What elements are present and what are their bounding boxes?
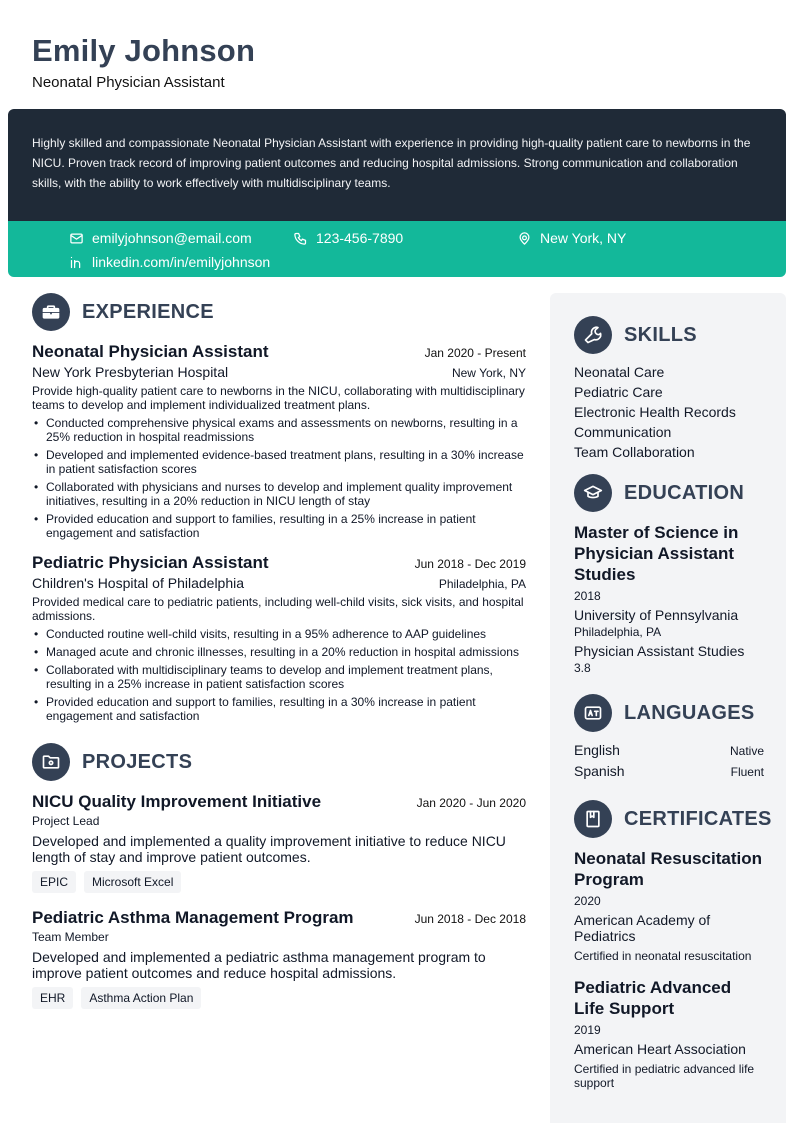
certificate-entry bbox=[574, 977, 764, 1090]
contact-location bbox=[517, 230, 626, 246]
certificate-name: Pediatric Advanced Life Support bbox=[574, 978, 732, 1018]
project-description: Developed and implemented a quality improvement initiative to reduce NICU length of stay and improve patient outcomes. bbox=[32, 833, 506, 865]
certificate-description: Certified in pediatric advanced life support bbox=[574, 1062, 755, 1090]
candidate-name: Emily Johnson bbox=[32, 33, 256, 68]
graduation-cap-icon bbox=[574, 474, 612, 512]
tag: Microsoft Excel bbox=[84, 871, 181, 893]
projects-heading bbox=[32, 743, 526, 781]
certificates-title: CERTIFICATES bbox=[624, 807, 772, 830]
job-company: Children's Hospital of Philadelphia bbox=[32, 575, 245, 591]
project-description: Developed and implemented a pediatric asthma management program to improve patient outcomes and reduce hospital admissions. bbox=[32, 949, 486, 981]
job-entry bbox=[32, 341, 526, 540]
project-entry bbox=[32, 791, 526, 893]
tag: Asthma Action Plan bbox=[81, 987, 201, 1009]
certificate-org: American Heart Association bbox=[574, 1041, 746, 1057]
job-dates: Jan 2020 - Present bbox=[424, 346, 526, 360]
experience-title: EXPERIENCE bbox=[82, 300, 214, 323]
certificate-name: Neonatal Resuscitation Program bbox=[574, 849, 762, 889]
project-tags bbox=[32, 871, 526, 893]
linkedin-icon bbox=[69, 255, 84, 270]
project-role: Project Lead bbox=[32, 814, 100, 828]
skills-title: SKILLS bbox=[624, 323, 697, 346]
location-text: New York, NY bbox=[540, 230, 627, 246]
contact-bar bbox=[8, 221, 786, 277]
candidate-title: Neonatal Physician Assistant bbox=[32, 74, 225, 91]
certificate-org: American Academy of Pediatrics bbox=[574, 912, 711, 944]
skill-item: Electronic Health Records bbox=[574, 404, 736, 420]
school: University of Pennsylvania bbox=[574, 607, 739, 623]
summary-section bbox=[8, 109, 786, 221]
job-bullet: • Collaborated with multidisciplinary teams to develop and implement treatment plans, resulting in a 25% increase in patient satisfaction scores bbox=[32, 663, 526, 691]
phone-icon bbox=[293, 231, 308, 246]
main-column bbox=[32, 293, 526, 1009]
language-name: Spanish bbox=[574, 763, 625, 779]
language-row bbox=[574, 740, 764, 761]
job-description: Provided medical care to pediatric patients, including well-child visits, sick visits, and hospital admissions. bbox=[32, 595, 524, 623]
certificate-year: 2020 bbox=[574, 894, 601, 908]
map-pin-icon bbox=[517, 231, 532, 246]
linkedin-text: linkedin.com/in/emilyjohnson bbox=[92, 254, 271, 270]
tag: EHR bbox=[32, 987, 73, 1009]
languages-heading bbox=[574, 694, 764, 732]
project-entry bbox=[32, 907, 526, 1009]
skill-item: Neonatal Care bbox=[574, 364, 665, 380]
degree: Master of Science in Physician Assistant Studies bbox=[574, 523, 739, 584]
education-entry bbox=[574, 522, 764, 676]
summary-text: Highly skilled and compassionate Neonatal Physician Assistant with experience in providing high-quality patient care to newborns in the NICU. Proven track record of improving patient outcomes and reducing hospital admissions. Strong communication and collaboration skills, with the ability to work effectively with multidisciplinary teams. bbox=[32, 136, 751, 190]
education-heading bbox=[574, 474, 764, 512]
job-bullet: • Provided education and support to families, resulting in a 30% increase in patient engagement and satisfaction bbox=[32, 695, 526, 723]
job-bullet: • Developed and implemented evidence-based treatment plans, resulting in a 30% increase in patient satisfaction scores bbox=[32, 448, 526, 476]
certificates-heading bbox=[574, 800, 772, 838]
language-level: Native bbox=[729, 744, 764, 758]
language-level: Fluent bbox=[730, 765, 764, 779]
folder-icon bbox=[32, 743, 70, 781]
skills-list bbox=[574, 362, 764, 462]
job-bullet: • Provided education and support to families, resulting in a 25% increase in patient engagement and satisfaction bbox=[32, 512, 526, 540]
gpa: 3.8 bbox=[574, 661, 591, 675]
project-title: NICU Quality Improvement Initiative bbox=[32, 792, 322, 811]
project-tags bbox=[32, 987, 526, 1009]
graduation-year: 2018 bbox=[574, 589, 601, 603]
project-role: Team Member bbox=[32, 930, 109, 944]
field-of-study: Physician Assistant Studies bbox=[574, 643, 745, 659]
languages-title: LANGUAGES bbox=[624, 701, 755, 724]
certificate-year: 2019 bbox=[574, 1023, 601, 1037]
job-bullets bbox=[32, 627, 526, 723]
job-bullet: • Managed acute and chronic illnesses, resulting in a 20% reduction in hospital admissions bbox=[32, 645, 526, 659]
job-bullets bbox=[32, 416, 526, 540]
briefcase-icon bbox=[32, 293, 70, 331]
projects-title: PROJECTS bbox=[82, 750, 193, 773]
contact-linkedin[interactable] bbox=[69, 254, 270, 270]
job-location: New York, NY bbox=[451, 366, 526, 380]
job-entry bbox=[32, 552, 526, 723]
experience-heading bbox=[32, 293, 526, 331]
skill-item: Team Collaboration bbox=[574, 444, 695, 460]
job-title: Neonatal Physician Assistant bbox=[32, 342, 269, 361]
sidebar-column bbox=[574, 316, 772, 1090]
job-dates: Jun 2018 - Dec 2019 bbox=[414, 557, 526, 571]
job-bullet: • Collaborated with physicians and nurses to develop and implement quality improvement initiatives, resulting in a 20% reduction in NICU length of stay bbox=[32, 480, 526, 508]
mail-icon bbox=[69, 231, 84, 246]
email-text: emilyjohnson@email.com bbox=[92, 230, 252, 246]
project-dates: Jan 2020 - Jun 2020 bbox=[416, 796, 526, 810]
job-bullet: • Conducted routine well-child visits, resulting in a 95% adherence to AAP guidelines bbox=[32, 627, 526, 641]
contact-email[interactable] bbox=[69, 230, 252, 246]
resume-header bbox=[32, 32, 255, 92]
skill-item: Pediatric Care bbox=[574, 384, 663, 400]
languages-list bbox=[574, 740, 764, 782]
skill-item: Communication bbox=[574, 424, 672, 440]
job-company: New York Presbyterian Hospital bbox=[32, 364, 229, 380]
skills-heading bbox=[574, 316, 764, 354]
language-row bbox=[574, 761, 764, 782]
job-location: Philadelphia, PA bbox=[438, 577, 526, 591]
school-location: Philadelphia, PA bbox=[574, 625, 662, 639]
job-description: Provide high-quality patient care to newborns in the NICU, collaborating with multidisciplinary teams to develop and implement individualized treatment plans. bbox=[32, 384, 525, 412]
certificate-description: Certified in neonatal resuscitation bbox=[574, 949, 752, 963]
job-bullet: • Conducted comprehensive physical exams and assessments on newborns, resulting in a 25% reduction in hospital readmissions bbox=[32, 416, 526, 444]
language-name: English bbox=[574, 742, 620, 758]
job-title: Pediatric Physician Assistant bbox=[32, 553, 269, 572]
certificate-entry bbox=[574, 848, 764, 963]
tag: EPIC bbox=[32, 871, 76, 893]
project-title: Pediatric Asthma Management Program bbox=[32, 908, 354, 927]
phone-text: 123-456-7890 bbox=[316, 230, 404, 246]
wrench-icon bbox=[574, 316, 612, 354]
translate-icon bbox=[574, 694, 612, 732]
contact-phone[interactable] bbox=[293, 230, 403, 246]
project-dates: Jun 2018 - Dec 2018 bbox=[414, 912, 526, 926]
education-title: EDUCATION bbox=[624, 481, 745, 504]
certificate-icon bbox=[574, 800, 612, 838]
